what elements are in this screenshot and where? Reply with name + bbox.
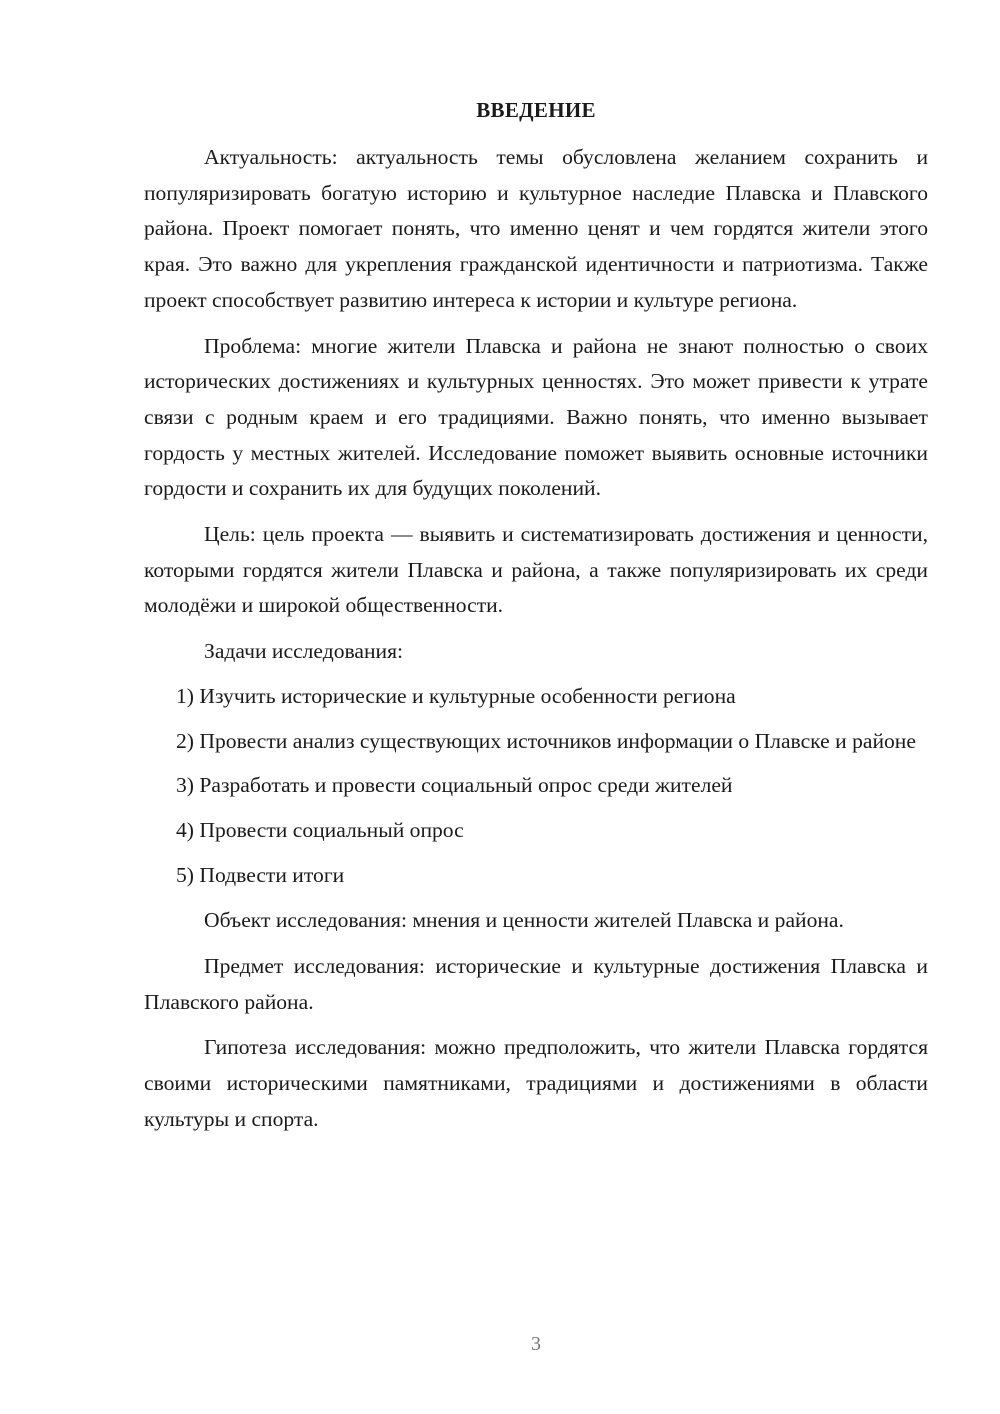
task-item: 5) Подвести итоги [176, 862, 345, 887]
relevance-paragraph: Актуальность: актуальность темы обусловлена желанием сохранить и популяризировать богатую историю и культурное наследие Плавска и Плавского района. Проект помогает понять, что именно ценят и чем гордятся жители этого края. Это важно для укрепления гражданской идентичности и патриотизма. Также проект способствует развитию интереса к истории и культуре региона. [144, 145, 928, 312]
object-paragraph: Объект исследования: мнения и ценности жителей Плавска и района. [204, 908, 844, 933]
task-item: 3) Разработать и провести социальный опрос среди жителей [176, 773, 733, 798]
body-text [144, 140, 928, 1138]
problem-paragraph: Проблема: многие жители Плавска и района не знают полностью о своих исторических достижениях и культурных ценностях. Это может привести к утрате связи с родным краем и его традициями. Важно понять, что именно вызывает гордость у местных жителей. Исследование поможет выявить основные источники гордости и сохранить их для будущих поколений. [144, 333, 928, 501]
page-heading: ВВЕДЕНИЕ [476, 98, 596, 122]
tasks-title: Задачи исследования: [204, 639, 404, 664]
task-item: 1) Изучить исторические и культурные особенности региона [176, 683, 736, 708]
task-item: 4) Провести социальный опрос [176, 817, 464, 842]
goal-paragraph: Цель: цель проекта — выявить и систематизировать достижения и ценности, которыми гордятся жители Плавска и района, а также популяризировать их среди молодёжи и широкой общественности. [144, 522, 928, 618]
task-item: 2) Провести анализ существующих источников информации о Плавске и районе [176, 728, 916, 753]
hypothesis-paragraph: Гипотеза исследования: можно предположить, что жители Плавска гордятся своими историческими памятниками, традициями и достижениями в области культуры и спорта. [144, 1035, 928, 1131]
page-number: 3 [531, 1333, 541, 1355]
subject-paragraph: Предмет исследования: исторические и культурные достижения Плавска и Плавского района. [144, 954, 928, 1014]
